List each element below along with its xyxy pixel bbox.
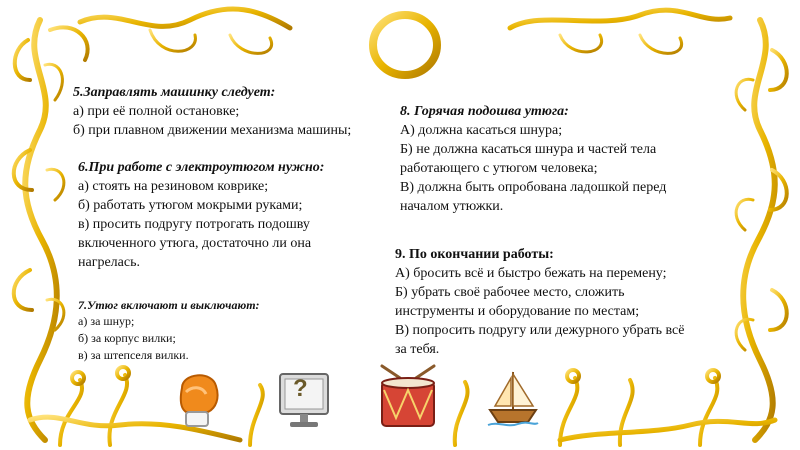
- question-8-option-a: А) должна касаться шнура;: [400, 123, 563, 138]
- question-8-option-c-line2: началом утюжки.: [400, 199, 504, 214]
- question-8-option-b-line2: работающего с утюгом человека;: [400, 161, 598, 176]
- question-8-title: 8. Горячая подошва утюга:: [400, 104, 569, 119]
- question-9-title: 9. По окончании работы:: [395, 247, 554, 262]
- question-8-option-c-line1: В) должна быть опробована ладошкой перед: [400, 180, 667, 195]
- drum-icon: [376, 362, 440, 430]
- frame-right-ornament: [736, 20, 787, 440]
- sailboat-icon: [486, 368, 540, 428]
- question-9-option-a: А) бросить всё и быстро бежать на перемену;: [395, 266, 667, 281]
- question-9: [395, 245, 684, 359]
- question-9-option-b-line1: Б) убрать своё рабочее место, сложить: [395, 285, 625, 300]
- question-9-option-c-line2: за тебя.: [395, 342, 440, 357]
- center-ring: [373, 15, 437, 75]
- question-6-title: 6.При работе с электроутюгом нужно:: [78, 160, 325, 175]
- question-6-option-c-line3: нагрелась.: [78, 255, 140, 270]
- question-7: [78, 297, 260, 364]
- question-9-option-c-line1: В) попросить подругу или дежурного убрать всё: [395, 323, 685, 338]
- question-5-option-a: а) при её полной остановке;: [73, 104, 240, 119]
- question-mark-label: ?: [293, 375, 308, 402]
- question-5-title: 5.Заправлять машинку следует:: [73, 85, 276, 100]
- question-8: [400, 102, 666, 216]
- question-6-option-b: б) работать утюгом мокрыми руками;: [78, 198, 303, 213]
- question-6: [78, 158, 324, 272]
- question-7-title: 7.Утюг включают и выключают:: [78, 298, 260, 312]
- question-7-option-c: в) за штепселя вилки.: [78, 348, 189, 362]
- question-8-option-b-line1: Б) не должна касаться шнура и частей тела: [400, 142, 657, 157]
- question-9-option-b-line2: инструменты и оборудование по местам;: [395, 304, 640, 319]
- question-6-option-c-line2: включенного утюга, достаточно ли она: [78, 236, 312, 251]
- question-6-option-a: а) стоять на резиновом коврике;: [78, 179, 269, 194]
- question-7-option-b: б) за корпус вилки;: [78, 331, 176, 345]
- question-5-option-b: б) при плавном движении механизма машины;: [73, 123, 352, 138]
- question-7-option-a: а) за шнур;: [78, 314, 135, 328]
- question-6-option-c-line1: в) просить подругу потрогать подошву: [78, 217, 310, 232]
- question-5: [73, 83, 351, 140]
- boxing-glove-icon: [172, 368, 224, 430]
